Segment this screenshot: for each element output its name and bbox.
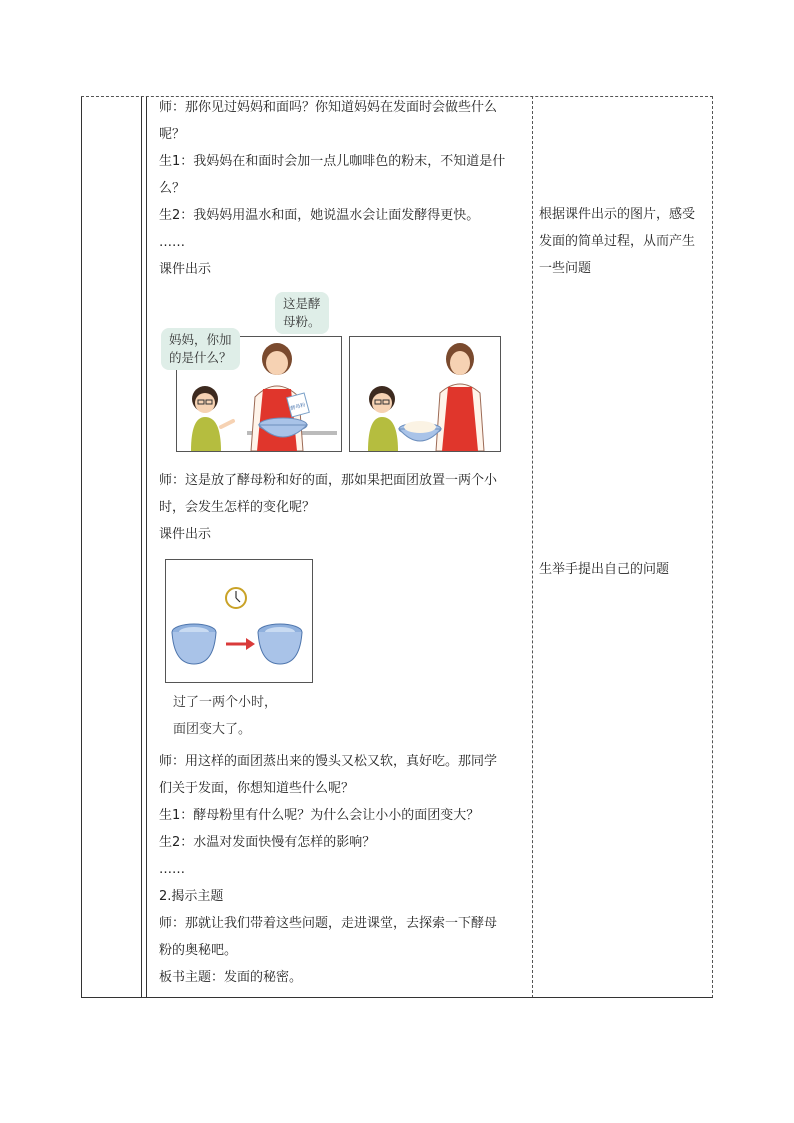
- bubble-line: 妈妈，你加: [169, 332, 232, 347]
- speech-bubble-son: [161, 328, 240, 370]
- courseware-label: 课件出示: [159, 527, 212, 542]
- table-border-top: [81, 96, 713, 97]
- dialogue-line: 生2：我妈妈用温水和面，她说温水会让面发酵得更快。: [159, 208, 480, 223]
- bubble-line: 这是酵: [283, 296, 321, 311]
- design-note: 根据课件出示的图片，感受: [539, 207, 696, 222]
- dialogue-line: 们关于发面，你想知道些什么呢？: [159, 781, 355, 796]
- figure-caption: 面团变大了。: [173, 722, 252, 737]
- dialogue-line: 生2：水温对发面快慢有怎样的影响？: [159, 835, 376, 850]
- figure-mother-and-son: [161, 292, 509, 454]
- dialogue-line: 师：用这样的面团蒸出来的馒头又松又软，真好吃。那同学: [159, 754, 498, 769]
- speech-bubble-mother: [275, 292, 329, 334]
- bubble-line: 的是什么？: [169, 350, 232, 365]
- dialogue-line: 么？: [159, 181, 186, 196]
- dialogue-line: 时，会发生怎样的变化呢？: [159, 500, 316, 515]
- courseware-label: 课件出示: [159, 262, 212, 277]
- design-note: 生举手提出自己的问题: [539, 562, 670, 577]
- mother-and-son-with-dough-illustration: [350, 337, 500, 451]
- design-note: 发面的简单过程，从而产生: [539, 234, 696, 249]
- dialogue-line: 呢？: [159, 127, 186, 142]
- dialogue-line: 师：那就让我们带着这些问题，走进课堂，去探索一下酵母: [159, 916, 498, 931]
- dough-rising-illustration: [166, 560, 312, 682]
- table-border-right: [712, 96, 713, 998]
- section-heading: 2.揭示主题: [159, 889, 224, 904]
- table-border-left: [81, 96, 82, 998]
- column-divider: [141, 96, 142, 998]
- design-note: 一些问题: [539, 261, 592, 276]
- dough-rising-figure: [165, 559, 313, 683]
- yeast-package-label: 酵母粉: [290, 402, 307, 412]
- column-divider: [146, 96, 147, 998]
- ellipsis: ……: [159, 862, 185, 877]
- lesson-table: [81, 96, 713, 998]
- ellipsis: ……: [159, 235, 185, 250]
- dialogue-line: 粉的奥秘吧。: [159, 943, 238, 958]
- column-divider-dashed: [532, 96, 533, 998]
- dialogue-line: 师：这是放了酵母粉和好的面，那如果把面团放置一两个小: [159, 473, 498, 488]
- dialogue-line: 生1：酵母粉里有什么呢？为什么会让小小的面团变大？: [159, 808, 480, 823]
- illustration-panel-2: [349, 336, 501, 452]
- table-border-bottom: [81, 997, 713, 998]
- board-topic: 板书主题：发面的秘密。: [159, 970, 303, 985]
- figure-caption: 过了一两个小时，: [173, 695, 278, 710]
- dialogue-line: 师：那你见过妈妈和面吗？你知道妈妈在发面时会做些什么: [159, 100, 498, 115]
- bubble-line: 母粉。: [283, 314, 321, 329]
- dialogue-line: 生1：我妈妈在和面时会加一点儿咖啡色的粉末，不知道是什: [159, 154, 506, 169]
